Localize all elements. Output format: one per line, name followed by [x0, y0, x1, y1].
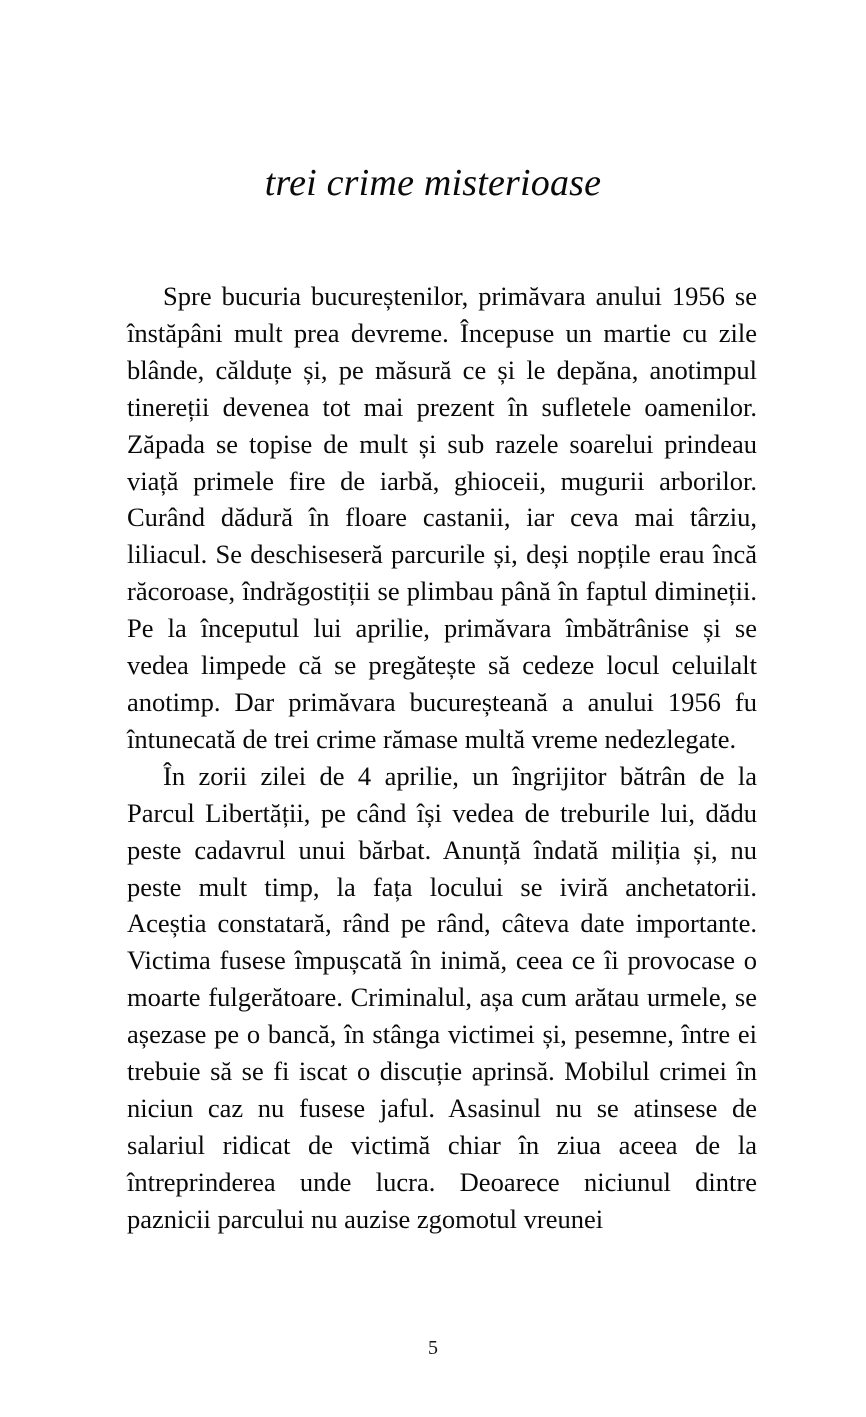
page-number: 5 [428, 1337, 438, 1359]
body-text-column [127, 278, 757, 1238]
body-paragraph: Spre bucuria bucureștenilor, primăvara anului 1956 se înstăpâni mult prea devreme. Începuse un martie cu zile blânde, călduțe și, pe măsură ce și le depăna, anotimpul tinereții devenea tot mai prezent în sufletele oamenilor. Zăpada se topise de mult și sub razele soarelui prindeau viață primele fire de iarbă, ghioceii, mugurii arborilor. Curând dădură în floare castanii, iar ceva mai târziu, liliacul. Se deschiseseră parcurile și, deși nopțile erau încă răcoroase, îndrăgostiții se plimbau până în faptul dimineții. Pe la începutul lui aprilie, primăvara îmbătrânise și se vedea limpede că se pregătește să cedeze locul celuilalt anotimp. Dar primăvara bucureșteană a anului 1956 fu întunecată de trei crime rămase multă vreme nedezlegate. [127, 281, 757, 754]
chapter-title: trei crime misterioase [264, 162, 602, 204]
body-paragraph: În zorii zilei de 4 aprilie, un îngrijitor bătrân de la Parcul Libertății, pe când își vedea de treburile lui, dădu peste cadavrul unui bărbat. Anunță îndată miliția și, nu peste mult timp, la fața locului se iviră anchetatorii. Aceștia constatară, rând pe rând, câteva date importante. Victima fusese împușcată în inimă, ceea ce îi provocase o moarte fulgerătoare. Criminalul, așa cum arătau urmele, se așezase pe o bancă, în stânga victimei și, pesemne, între ei trebuie să se fi iscat o discuție aprinsă. Mobilul crimei în niciun caz nu fusese jaful. Asasinul nu se atinsese de salariul ridicat de victimă chiar în ziua aceea de la întreprinderea unde lucra. Deoarece niciunul dintre paznicii parcului nu auzise zgomotul vreunei [127, 760, 757, 1234]
